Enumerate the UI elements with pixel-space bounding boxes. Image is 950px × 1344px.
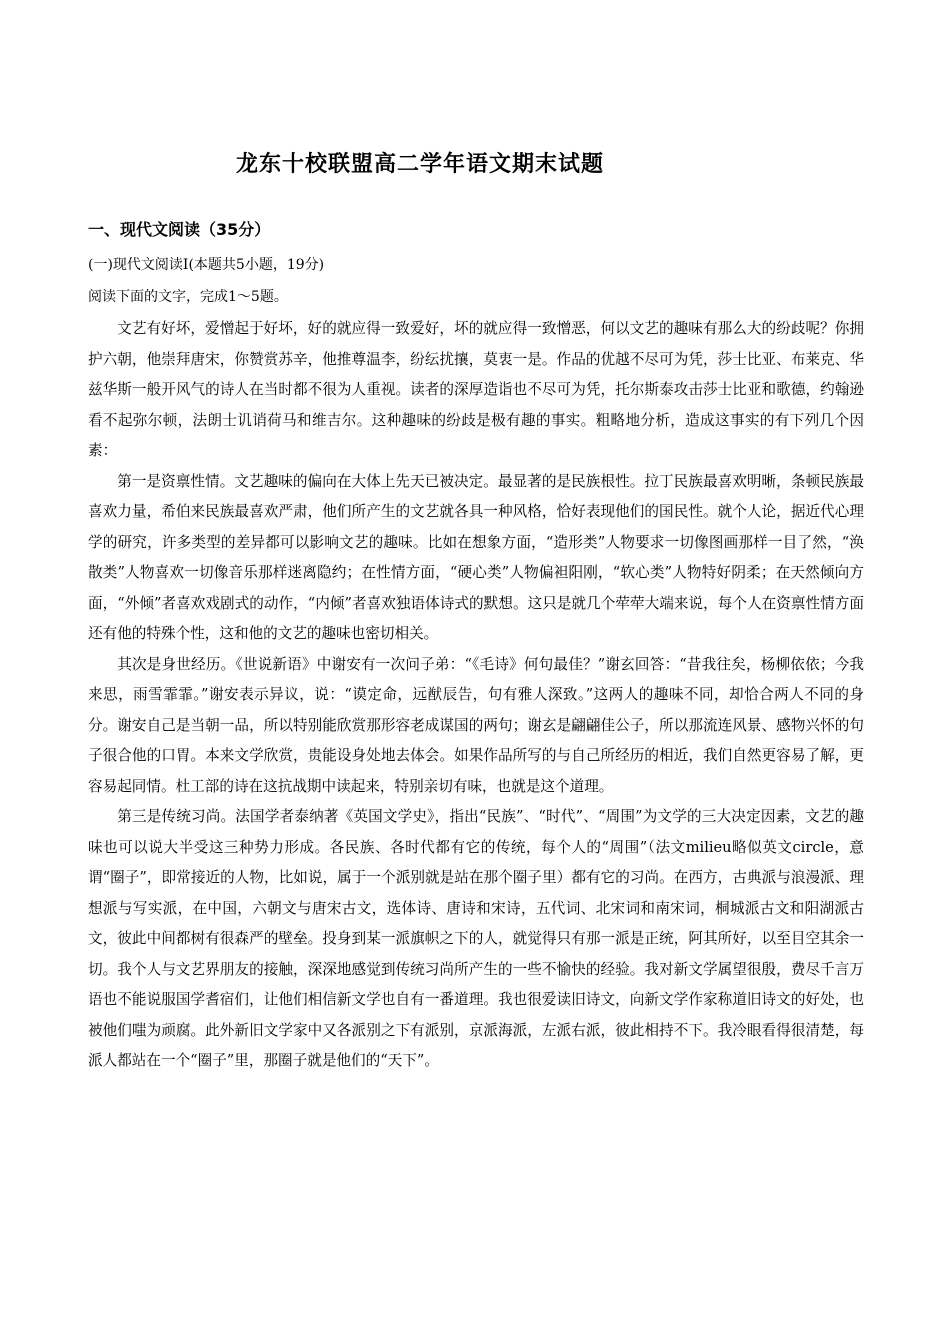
passage-paragraph-4: 第三是传统习尚。法国学者泰纳著《英国文学史》，指出“民族”、“时代”、“周围”为文学的三大决定因素，文艺的趣味也可以说大半受这三种势力形成。各民族、各时代都有它的传统，每个人的“周围”（法文milieu略似英文circle，意谓“圈子”，即常接近的人物，比如说，属于一个派别就是站在那个圈子里）都有它的习尚。在西方，古典派与浪漫派、理想派与写实派，在中国，六朝文与唐宋古文，选体诗、唐诗和宋诗，五代词、北宋词和南宋词，桐城派古文和阳湖派古文，彼此中间都树有很森严的壁垒。投身到某一派旗帜之下的人，就觉得只有那一派是正统，阿其所好，以至目空其余一切。我个人与文艺界朋友的接触，深深地感觉到传统习尚所产生的一些不愉快的经验。我对新文学属望很殷，费尽千言万语也不能说服国学耆宿们，让他们相信新文学也自有一番道理。我也很爱读旧诗文，向新文学作家称道旧诗文的好处，也被他们嗤为顽腐。此外新旧文学家中又各派别之下有派别，京派海派，左派右派，彼此相持不下。我冷眼看得很清楚，每派人都站在一个“圈子”里，那圈子就是他们的“天下”。: [88, 808, 864, 1069]
subsection-label: (一)现代文阅读Ⅰ(本题共5小题，19分): [88, 257, 325, 273]
reading-instruction: 阅读下面的文字，完成1～5题。: [88, 289, 288, 305]
passage-paragraph-3: 其次是身世经历。《世说新语》中谢安有一次问子弟：“《毛诗》何句最佳？”谢玄回答：“昔我往矣，杨柳依依；今我来思，雨雪霏霏。”谢安表示异议，说：“谟定命，远猷辰告，句有雅人深致。”这两人的趣味不同，却恰合两人不同的身分。谢安自己是当朝一品，所以特别能欣赏那形容老成谋国的两句；谢玄是翩翩佳公子，所以那流连风景、感物兴怀的句子很合他的口胃。本来文学欣赏，贵能设身处地去体会。如果作品所写的与自己所经历的相近，我们自然更容易了解，更容易起同情。杜工部的诗在这抗战期中读起来，特别亲切有味，也就是这个道理。: [88, 655, 864, 795]
passage-paragraph-1: 文艺有好坏，爱憎起于好坏，好的就应得一致爱好，坏的就应得一致憎恶，何以文艺的趣味有那么大的纷歧呢？你拥护六朝，他崇拜唐宋，你赞赏苏辛，他推尊温李，纷纭扰攘，莫衷一是。作品的优越不尽可为凭，莎士比亚、布莱克、华兹华斯一般开风气的诗人在当时都不很为人重视。读者的深厚造诣也不尽可为凭，托尔斯泰攻击莎士比亚和歌德，约翰逊看不起弥尔顿，法朗士讥诮荷马和维吉尔。这种趣味的纷歧是极有趣的事实。粗略地分析，造成这事实的有下列几个因素：: [88, 320, 864, 459]
exam-title: 龙东十校联盟高二学年语文期末试题: [235, 152, 604, 177]
reading-passage: [88, 314, 864, 1077]
passage-paragraph-2: 第一是资禀性情。文艺趣味的偏向在大体上先天已被决定。最显著的是民族根性。拉丁民族最喜欢明晰，条顿民族最喜欢力量，希伯来民族最喜欢严肃，他们所产生的文艺就各具一种风格，恰好表现他们的国民性。就个人论，据近代心理学的研究，许多类型的差异都可以影响文艺的趣味。比如在想象方面，“造形类”人物要求一切像图画那样一目了然，“涣散类”人物喜欢一切像音乐那样迷离隐约；在性情方面，“硬心类”人物偏袒阳刚，“软心类”人物特好阴柔；在天然倾向方面，“外倾”者喜欢戏剧式的动作，“内倾”者喜欢独语体诗式的默想。这只是就几个荦荦大端来说，每个人在资禀性情方面还有他的特殊个性，这和他的文艺的趣味也密切相关。: [88, 472, 864, 642]
section-heading: 一、现代文阅读（35分）: [88, 220, 271, 239]
